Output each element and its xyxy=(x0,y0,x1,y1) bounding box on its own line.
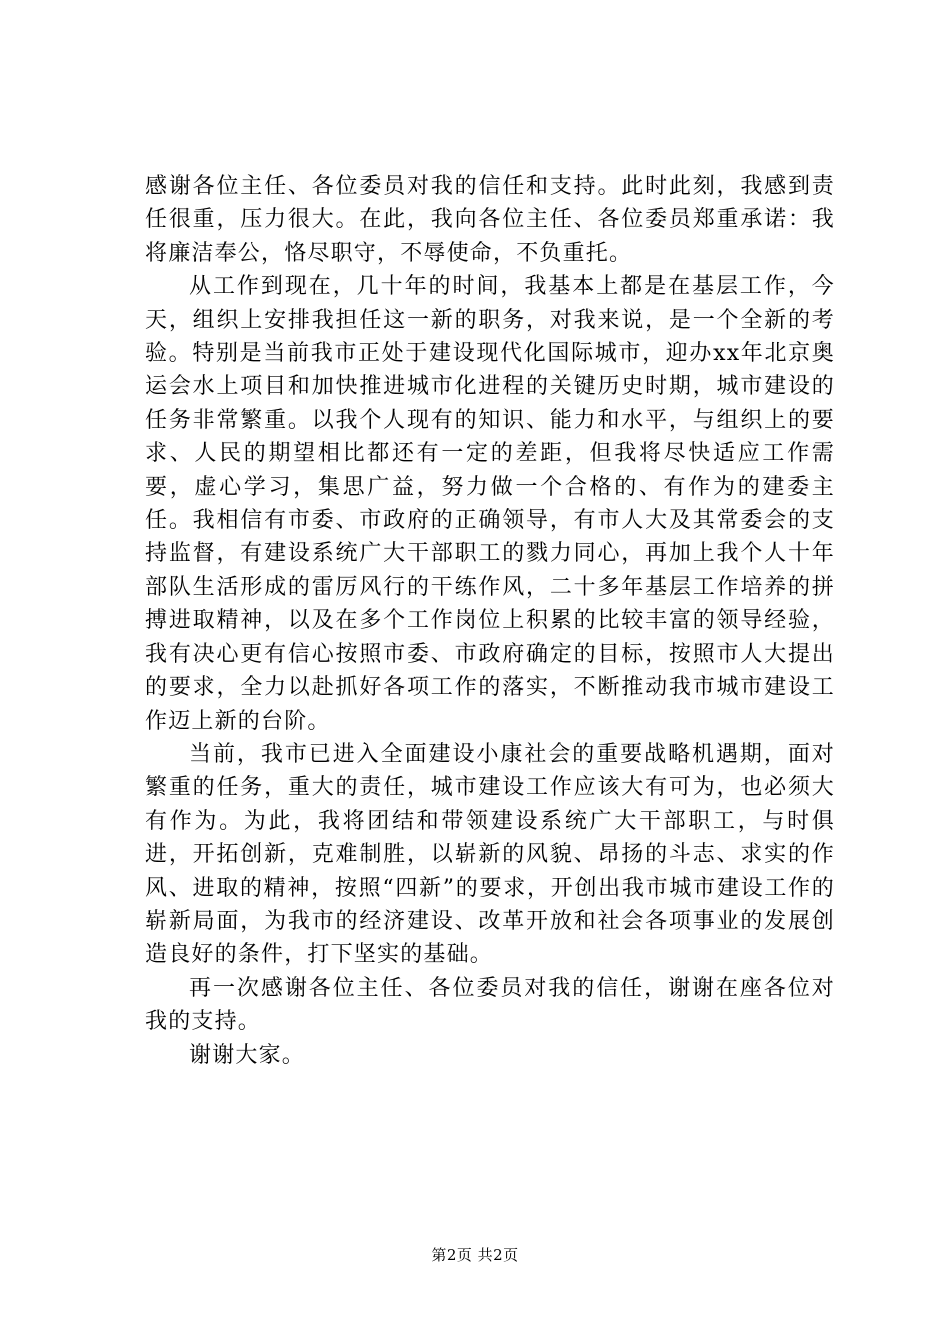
paragraph-5: 谢谢大家。 xyxy=(189,1042,306,1068)
paragraph-2: 从工作到现在，几十年的时间，我基本上都是在基层工作，今天，组织上安排我担任这一新的职务，对我来说，是一个全新的考验。特别是当前我市正处于建设现代化国际城市，迎办xx年北京奥运会水上项目和加快推进城市化进程的关键历史时期，城市建设的任务非常繁重。以我个人现有的知识、能力和水平，与组织上的要求、人民的期望相比都还有一定的差距，但我将尽快适应工作需要，虚心学习，集思广益，努力做一个合格的、有作为的建委主任。我相信有市委、市政府的正确领导，有市人大及其常委会的支持监督，有建设系统广大干部职工的戮力同心，再加上我个人十年部队生活形成的雷厉风行的干练作风，二十多年基层工作培养的拼搏进取精神，以及在多个工作岗位上积累的比较丰富的领导经验，我有决心更有信心按照市委、市政府确定的目标，按照市人大提出的要求，全力以赴抓好各项工作的落实，不断推动我市城市建设工作迈上新的台阶。 xyxy=(145,274,835,734)
page-number-footer: 第2页 共2页 xyxy=(431,1246,519,1264)
paragraph-1: 感谢各位主任、各位委员对我的信任和支持。此时此刻，我感到责任很重，压力很大。在此，我向各位主任、各位委员郑重承诺：我将廉洁奉公，恪尽职守，不辱使命，不负重托。 xyxy=(145,174,835,266)
paragraph-3: 当前，我市已进入全面建设小康社会的重要战略机遇期，面对繁重的任务，重大的责任，城市建设工作应该大有可为，也必须大有作为。为此，我将团结和带领建设系统广大干部职工，与时俱进，开拓创新，克难制胜，以崭新的风貌、昂扬的斗志、求实的作风、进取的精神，按照“四新”的要求，开创出我市城市建设工作的崭新局面，为我市的经济建设、改革开放和社会各项事业的发展创造良好的条件，打下坚实的基础。 xyxy=(145,741,835,968)
paragraph-4: 再一次感谢各位主任、各位委员对我的信任，谢谢在座各位对我的支持。 xyxy=(145,975,835,1035)
document-body xyxy=(145,170,835,1072)
